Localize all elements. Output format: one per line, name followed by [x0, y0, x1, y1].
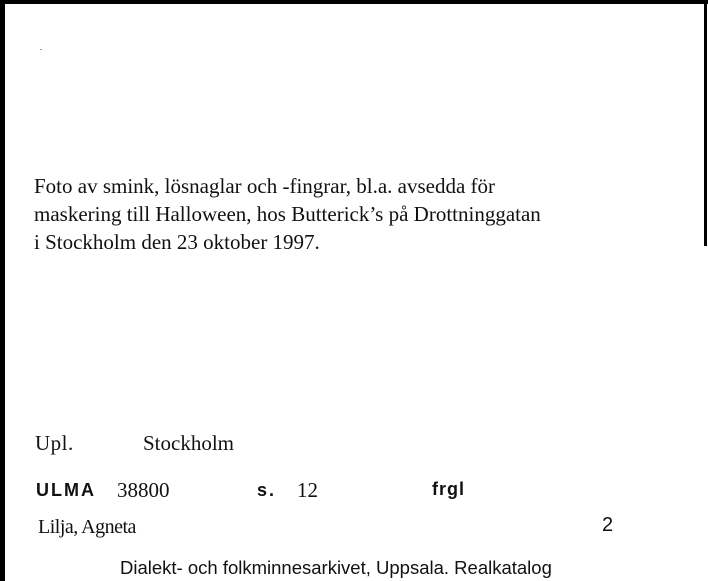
- page-label: s.: [257, 480, 277, 500]
- record-type: frgl: [432, 479, 465, 499]
- card-left-edge: [0, 0, 5, 581]
- ulma-label: ULMA: [36, 480, 96, 500]
- card-top-edge: [0, 0, 708, 4]
- description-line: i Stockholm den 23 oktober 1997.: [34, 230, 320, 254]
- place-name: Stockholm: [143, 431, 235, 455]
- description-line: maskering till Halloween, hos Butterick’s på Drottninggatan: [34, 202, 541, 226]
- scan-speck: [40, 49, 42, 50]
- province-abbrev: Upl.: [35, 431, 74, 455]
- archive-footer: Dialekt- och folkminnesarkivet, Uppsala. Realkatalog: [120, 557, 552, 578]
- description-line: Foto av smink, lösnaglar och -fingrar, bl.a. avsedda för: [34, 174, 496, 198]
- collector-name: Lilja, Agneta: [38, 516, 136, 538]
- ulma-number: 38800: [117, 478, 170, 502]
- page-number: 12: [297, 478, 318, 502]
- item-count: 2: [602, 514, 614, 536]
- card-right-edge: [704, 0, 707, 246]
- photo-description: [34, 172, 694, 256]
